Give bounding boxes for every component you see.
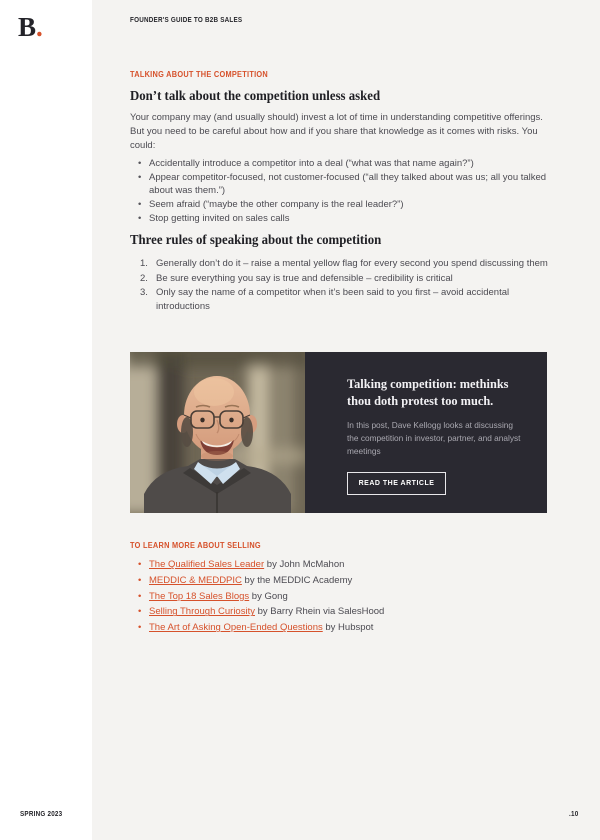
article-description: In this post, Dave Kellogg looks at discussing the competition in investor, partner, and analyst meetings [347, 420, 521, 456]
section-kicker: TALKING ABOUT THE COMPETITION [130, 70, 269, 79]
list-item: • Seem afraid (“maybe the other company is the real leader?”) [130, 198, 548, 211]
resource-link[interactable]: The Art of Asking Open-Ended Questions [149, 622, 323, 634]
rules-numbered-list [130, 257, 548, 313]
resource-attribution: by Hubspot [322, 622, 374, 634]
list-item: Be sure everything you say is true and defensible – credibility is critical [156, 272, 453, 284]
resource-link[interactable]: The Qualified Sales Leader [149, 559, 265, 570]
footer-page-number: .10 [568, 811, 578, 818]
resources-kicker: TO LEARN MORE ABOUT SELLING [130, 541, 261, 550]
list-item: Only say the name of a competitor when it’s been said to you first – avoid accidental introductions [156, 287, 510, 312]
article-card [130, 352, 547, 513]
section-heading: Don’t talk about the competition unless asked [130, 88, 381, 103]
article-card-panel [305, 352, 547, 513]
resource-link-list [130, 557, 548, 636]
list-item [130, 557, 548, 573]
guide-title: FOUNDER'S GUIDE TO B2B SALES [130, 17, 243, 24]
resource-attribution: by Gong [249, 590, 288, 602]
risk-bullet-list [130, 157, 548, 225]
list-item: Generally don’t do it – raise a mental yellow flag for every second you spend discussing them [156, 258, 548, 269]
logo-dot-icon: . [36, 12, 43, 42]
list-item [130, 573, 548, 589]
read-article-button[interactable]: READ THE ARTICLE [347, 472, 446, 495]
resource-attribution: by the MEDDIC Academy [241, 574, 353, 586]
list-item: • Appear competitor-focused, not customer-focused (“all they talked about was us; all you talked about was them.”) [130, 171, 548, 197]
logo-letter: B [18, 12, 37, 42]
list-item [130, 604, 548, 620]
competition-section [130, 70, 548, 314]
resource-attribution: by John McMahon [264, 559, 345, 570]
resource-attribution: by Barry Rhein via SalesHood [254, 606, 385, 618]
list-item [130, 620, 548, 636]
list-item: • Stop getting invited on sales calls [130, 212, 548, 225]
brand-logo [18, 12, 43, 43]
footer-season: SPRING 2023 [20, 811, 63, 818]
list-item: • Accidentally introduce a competitor into a deal (“what was that name again?”) [130, 157, 548, 170]
list-item [130, 589, 548, 605]
rules-heading: Three rules of speaking about the competition [130, 232, 382, 247]
resource-link[interactable]: MEDDIC & MEDDPIC [149, 574, 242, 586]
article-title: Talking competition: methinks thou doth protest too much. [347, 376, 509, 408]
portrait-photo [130, 352, 305, 513]
resource-link[interactable]: Selling Through Curiosity [149, 606, 255, 618]
resource-link[interactable]: The Top 18 Sales Blogs [149, 590, 250, 602]
section-intro: Your company may (and usually should) invest a lot of time in understanding competitive offerings. But you need to be careful about how and if you share that knowledge as it comes with risks. You could: [130, 112, 543, 151]
resources-section [130, 541, 548, 636]
